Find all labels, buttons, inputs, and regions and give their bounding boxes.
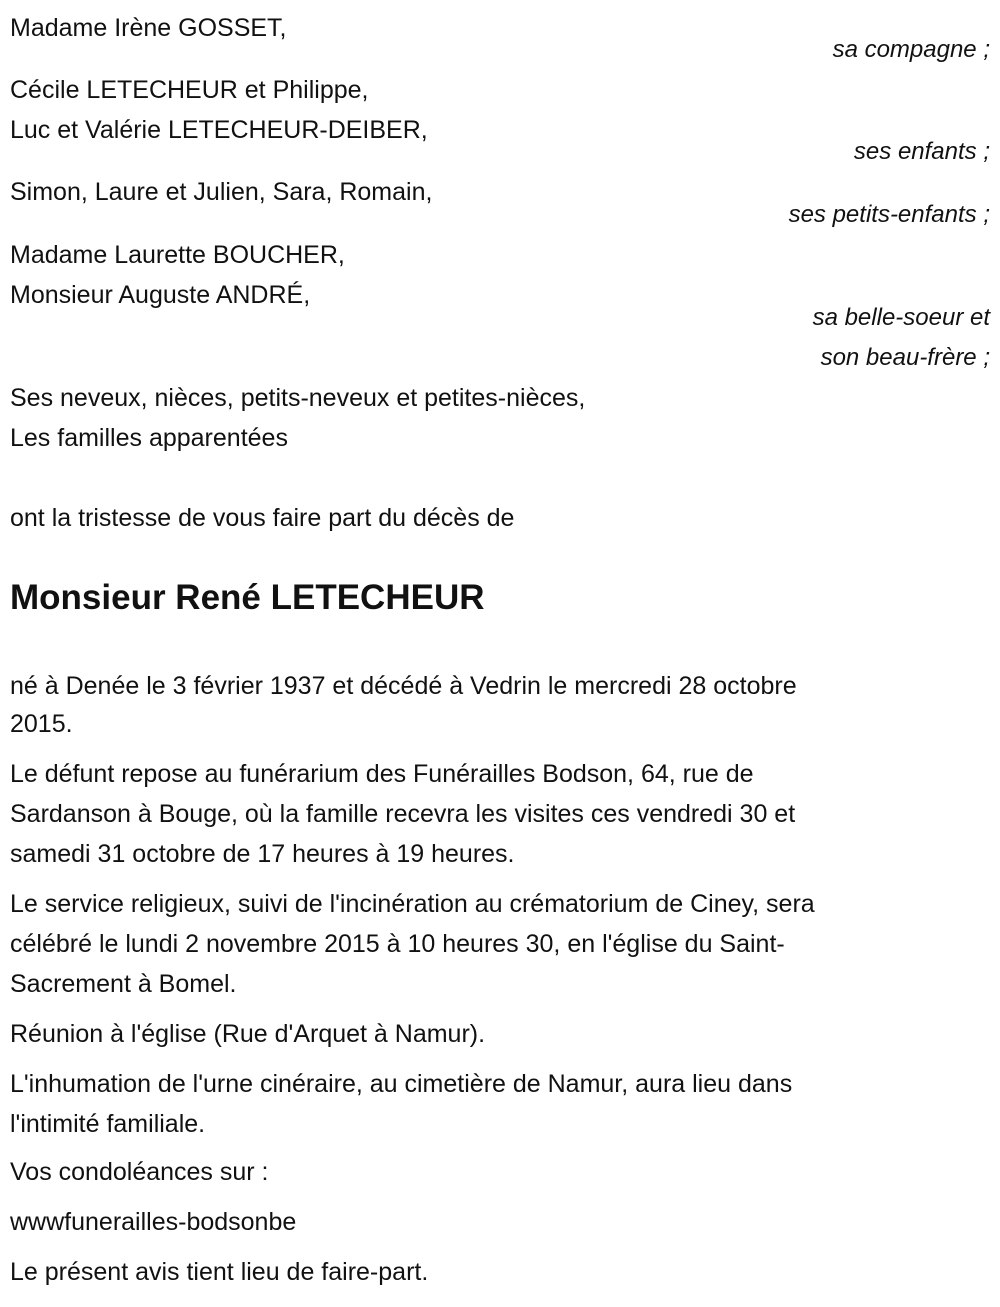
relation-label: ses petits-enfants ; — [788, 201, 990, 228]
condolences-website: wwwfunerailles-bodsonbe — [10, 1208, 297, 1236]
family-name-line: Cécile LETECHEUR et Philippe, — [10, 76, 369, 104]
paragraph-line: samedi 31 octobre de 17 heures à 19 heures. — [10, 840, 515, 868]
paragraph-line: Sardanson à Bouge, où la famille recevra les visites ces vendredi 30 et — [10, 800, 796, 828]
relation-label: ses enfants ; — [853, 138, 990, 165]
family-name-line: Luc et Valérie LETECHEUR-DEIBER, — [10, 116, 428, 144]
paragraph-line: Le service religieux, suivi de l'incinération au crématorium de Ciney, sera — [10, 890, 815, 918]
family-name-line: Simon, Laure et Julien, Sara, Romain, — [10, 178, 433, 206]
paragraph-line: Le défunt repose au funérarium des Funérailles Bodson, 64, rue de — [10, 760, 754, 788]
family-name-line: Monsieur Auguste ANDRÉ, — [10, 281, 311, 309]
intro-text: ont la tristesse de vous faire part du décès de — [10, 504, 515, 532]
paragraph-line: l'intimité familiale. — [10, 1110, 206, 1138]
paragraph-line: L'inhumation de l'urne cinéraire, au cimetière de Namur, aura lieu dans — [10, 1070, 793, 1098]
paragraph-line: Sacrement à Bomel. — [10, 970, 237, 998]
paragraph-line: célébré le lundi 2 novembre 2015 à 10 heures 30, en l'église du Saint- — [10, 930, 785, 958]
family-name-line: Madame Laurette BOUCHER, — [10, 241, 345, 269]
deceased-name: Monsieur René LETECHEUR — [10, 578, 485, 617]
condolences-label: Vos condoléances sur : — [10, 1158, 269, 1186]
paragraph-line: 2015. — [10, 710, 73, 738]
paragraph-line: Réunion à l'église (Rue d'Arquet à Namur). — [10, 1020, 486, 1048]
family-name-line: Ses neveux, nièces, petits-neveux et petites-nièces, — [10, 384, 586, 412]
closing-note: Le présent avis tient lieu de faire-part. — [10, 1258, 429, 1286]
family-name-line: Madame Irène GOSSET, — [10, 14, 287, 42]
paragraph-line: né à Denée le 3 février 1937 et décédé à Vedrin le mercredi 28 octobre — [10, 672, 797, 700]
relation-label: sa compagne ; — [832, 36, 990, 63]
relation-label: son beau-frère ; — [820, 344, 990, 371]
relation-label: sa belle-soeur et — [812, 304, 990, 331]
family-name-line: Les familles apparentées — [10, 424, 288, 452]
